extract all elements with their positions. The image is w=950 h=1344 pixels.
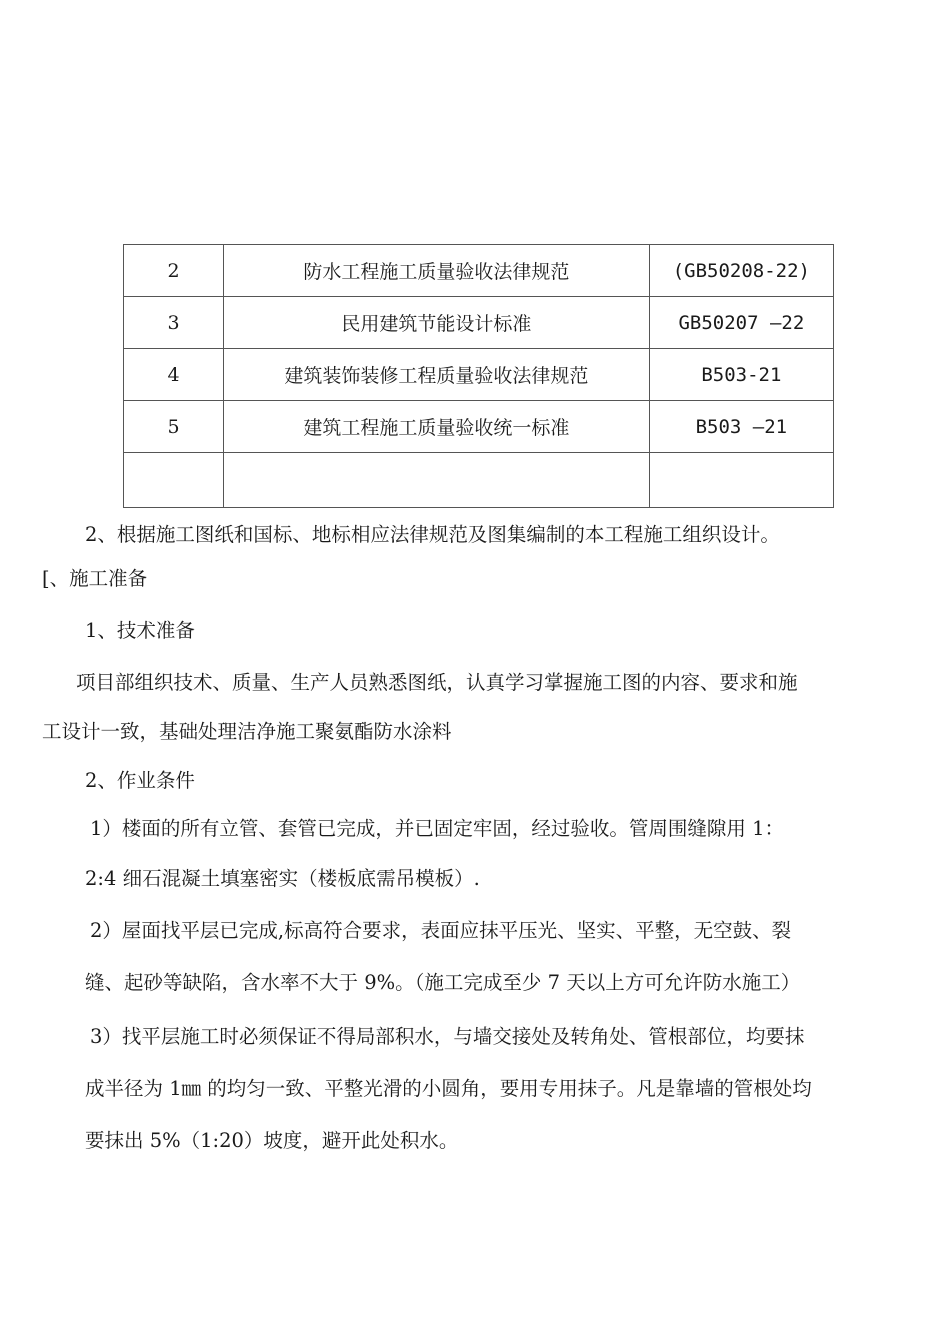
table-row (124, 401, 834, 453)
standards-table (123, 244, 834, 508)
basis-paragraph: 2、根据施工图纸和国标、地标相应法律规范及图集编制的本工程施工组织设计。 (85, 523, 780, 546)
condition-item-line: 成半径为 1㎜ 的均匀一致、平整光滑的小圆角，要用专用抹子。凡是靠墙的管根处均 (85, 1077, 812, 1100)
subheading-work-conditions: 2、作业条件 (85, 769, 195, 792)
technical-paragraph-line: 工设计一致，基础处理洁净施工聚氨酯防水涂料 (42, 720, 452, 743)
technical-paragraph-line: 项目部组织技术、质量、生产人员熟悉图纸，认真学习掌握施工图的内容、要求和施 (76, 671, 798, 694)
standard-name: 防水工程施工质量验收法律规范 (224, 245, 650, 297)
condition-item-line: 3）找平层施工时必须保证不得局部积水，与墙交接处及转角处、管根部位，均要抹 (90, 1025, 805, 1048)
standard-code: (GB50208-22) (649, 245, 833, 297)
standard-name (224, 453, 650, 508)
row-number: 2 (124, 245, 224, 297)
condition-item-line: 1）楼面的所有立管、套管已完成，并已固定牢固，经过验收。管周围缝隙用 1： (90, 817, 785, 840)
row-number (124, 453, 224, 508)
row-number: 4 (124, 349, 224, 401)
condition-item-line: 2:4 细石混凝土填塞密实（楼板底需吊模板）. (85, 867, 480, 890)
standard-name: 民用建筑节能设计标准 (224, 297, 650, 349)
standard-code: B503 —21 (649, 401, 833, 453)
subheading-technical-prep: 1、技术准备 (85, 619, 195, 642)
section-heading-preparation: [、施工准备 (42, 567, 148, 590)
standard-code: B503-21 (649, 349, 833, 401)
standard-name: 建筑工程施工质量验收统一标准 (224, 401, 650, 453)
table-row (124, 245, 834, 297)
standard-code (649, 453, 833, 508)
table-row (124, 297, 834, 349)
row-number: 5 (124, 401, 224, 453)
row-number: 3 (124, 297, 224, 349)
table-row-empty (124, 453, 834, 508)
standard-name: 建筑装饰装修工程质量验收法律规范 (224, 349, 650, 401)
condition-item-line: 要抹出 5%（1:20）坡度，避开此处积水。 (85, 1129, 459, 1152)
condition-item-line: 缝、起砂等缺陷，含水率不大于 9%。（施工完成至少 7 天以上方可允许防水施工） (85, 971, 801, 994)
condition-item-line: 2）屋面找平层已完成,标高符合要求，表面应抹平压光、坚实、平整，无空鼓、裂 (90, 919, 792, 942)
standard-code: GB50207 —22 (649, 297, 833, 349)
table-row (124, 349, 834, 401)
